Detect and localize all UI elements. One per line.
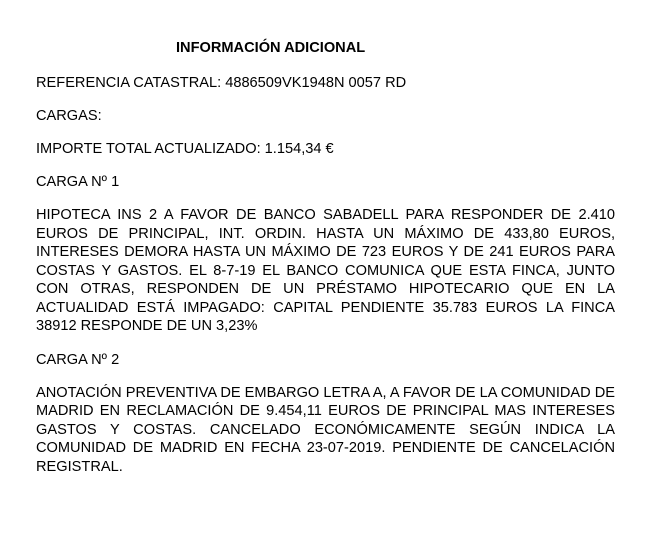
document-page xyxy=(36,39,615,491)
referencia-catastral: REFERENCIA CATASTRAL: 4886509VK1948N 0057 RD xyxy=(36,75,407,91)
carga-2-text: ANOTACIÓN PREVENTIVA DE EMBARGO LETRA A, A FAVOR DE LA COMUNIDAD DE MADRID EN RECLAMACIÓN DE 9.454,11 EUROS DE PRINCIPAL MAS INTERESES GASTOS Y COSTAS. CANCELADO ECONÓMICAMENTE SEGÚN INDICA LA COMUNIDAD DE MADRID EN FECHA 23-07-2019. PENDIENTE DE CANCELACIÓN REGISTRAL. xyxy=(36,384,616,475)
carga-1-text: HIPOTECA INS 2 A FAVOR DE BANCO SABADELL PARA RESPONDER DE 2.410 EUROS DE PRINCIPAL, INT. ORDIN. HASTA UN MÁXIMO DE 433,80 EUROS, INTERESES DEMORA HASTA UN MÁXIMO DE 723 EUROS Y DE 241 EUROS PARA COSTAS Y GASTOS. EL 8-7-19 EL BANCO COMUNICA QUE ESTA FINCA, JUNTO CON OTRAS, RESPONDEN DE UN PRÉSTAMO HIPOTECARIO QUE EN LA ACTUALIDAD ESTÁ IMPAGADO: CAPITAL PENDIENTE 35.783 EUROS LA FINCA 38912 RESPONDE DE UN 3,23% xyxy=(36,207,615,334)
carga-1-label: CARGA Nº 1 xyxy=(36,174,120,190)
cargas-label: CARGAS: xyxy=(36,108,102,124)
carga-2-label: CARGA Nº 2 xyxy=(36,351,120,368)
importe-total: IMPORTE TOTAL ACTUALIZADO: 1.154,34 € xyxy=(36,141,334,157)
document-title: INFORMACIÓN ADICIONAL xyxy=(176,40,366,56)
